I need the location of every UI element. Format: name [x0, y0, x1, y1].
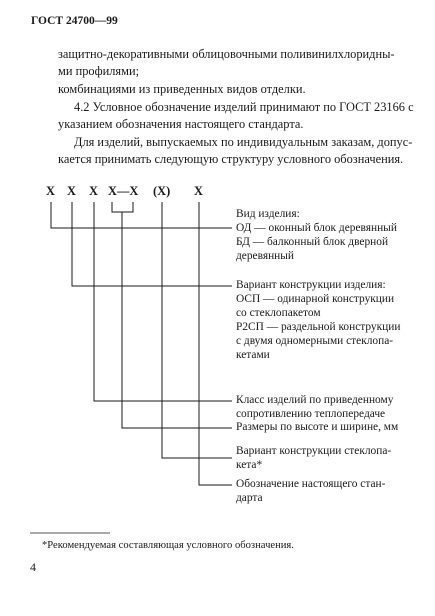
document-header: ГОСТ 24700—99 — [31, 15, 118, 27]
scheme-label-line: кета* — [236, 459, 263, 471]
paragraph-line: указанием обозначения настоящего стандарта. — [58, 117, 304, 131]
scheme-label-line: Обозначение настоящего стан- — [236, 478, 386, 490]
scheme-label-line: Вариант конструкции стеклопа- — [236, 445, 392, 457]
scheme-label-line: деревянный — [236, 250, 295, 262]
scheme-label-line: Р2СП — раздельной конструкции — [236, 321, 401, 333]
scheme-label-line: со стеклопакетом — [236, 307, 321, 319]
scheme-label-line: дарта — [236, 492, 263, 504]
scheme-label-line: Размеры по высоте и ширине, мм — [236, 421, 399, 433]
paragraph-line: 4.2 Условное обозначение изделий принимают по ГОСТ 23166 с — [74, 100, 414, 114]
paragraph-line: кается принимать следующую структуру условного обозначения. — [58, 152, 404, 166]
scheme-label-line: ОД — оконный блок деревянный — [236, 222, 397, 234]
scheme-symbol: Х — [89, 184, 98, 198]
scheme-label-line: кетами — [236, 349, 270, 361]
scheme-symbol: (Х) — [153, 184, 171, 198]
scheme-label-line: БД — балконный блок дверной — [236, 236, 389, 248]
page-number: 4 — [30, 560, 36, 574]
scheme-label-heading: Вариант конструкции изделия: — [236, 279, 386, 291]
scheme-symbol: Х—Х — [108, 184, 139, 198]
scheme-label-line: ОСП — одинарной конструкции — [236, 293, 395, 305]
scheme-symbol: Х — [46, 184, 55, 198]
paragraph-line: ми профилями; — [58, 64, 140, 78]
scheme-symbol: Х — [67, 184, 76, 198]
scheme-label-line: Класс изделий по приведенному — [236, 394, 394, 406]
scheme-label-heading: Вид изделия: — [236, 208, 300, 220]
paragraph-line: защитно-декоративными облицовочными поливинилхлоридны- — [58, 47, 395, 61]
paragraph-line: комбинациями из приведенных видов отделки. — [58, 82, 306, 96]
footnote: *Рекомендуемая составляющая условного обозначения. — [42, 540, 294, 551]
scheme-label-line: с двумя одномерными стеклопа- — [236, 335, 394, 347]
scheme-label-line: сопротивлению теплопередаче — [236, 408, 386, 420]
scheme-symbol: Х — [194, 184, 203, 198]
paragraph-line: Для изделий, выпускаемых по индивидуальным заказам, допус- — [74, 135, 413, 149]
